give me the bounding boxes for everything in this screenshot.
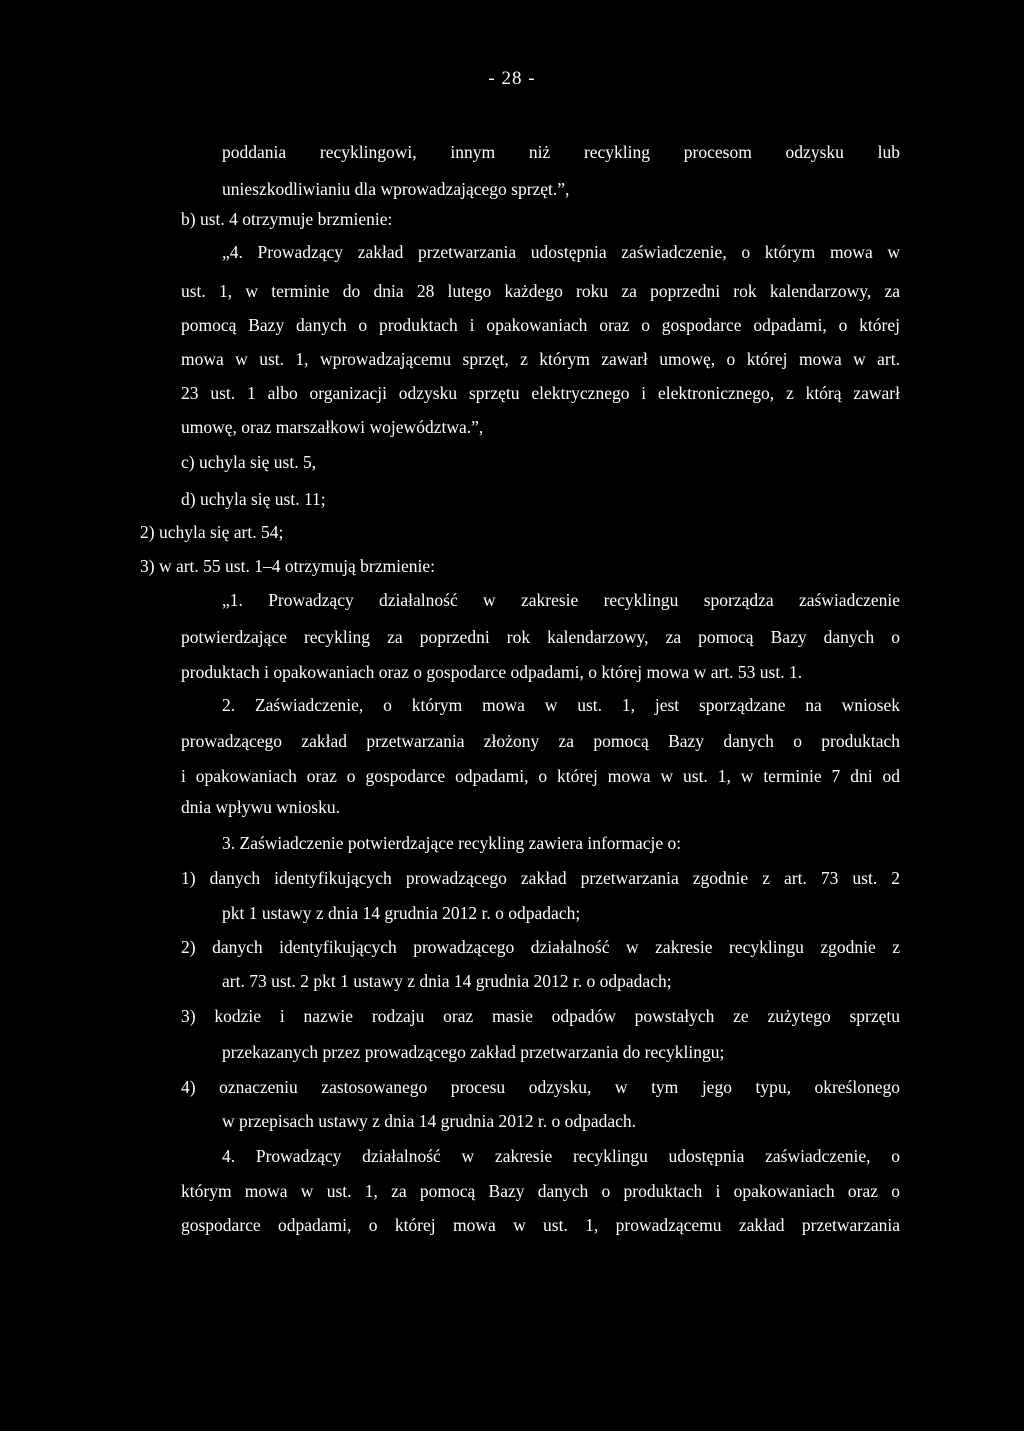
text-line: i opakowaniach oraz o gospodarce odpadami, o której mowa w ust. 1, w terminie 7 dni od [181,766,900,786]
text-line: c) uchyla się ust. 5, [181,452,317,472]
text-line: w przepisach ustawy z dnia 14 grudnia 2012 r. o odpadach. [222,1111,637,1131]
text-line: „1. Prowadzący działalność w zakresie recyklingu sporządza zaświadczenie [222,590,900,610]
text-line: produktach i opakowaniach oraz o gospodarce odpadami, o której mowa w art. 53 ust. 1. [181,662,803,682]
text-line: umowę, oraz marszałkowi województwa.”, [181,417,484,437]
text-line: ust. 1, w terminie do dnia 28 lutego każdego roku za poprzedni rok kalendarzowy, za [181,281,900,301]
text-line: 3) w art. 55 ust. 1–4 otrzymują brzmienie: [140,556,435,576]
text-line: gospodarce odpadami, o której mowa w ust. 1, prowadzącemu zakład przetwarzania [181,1215,900,1235]
text-line: pkt 1 ustawy z dnia 14 grudnia 2012 r. o odpadach; [222,903,581,923]
text-line: 2. Zaświadczenie, o którym mowa w ust. 1, jest sporządzane na wniosek [222,695,900,715]
text-line: prowadzącego zakład przetwarzania złożony za pomocą Bazy danych o produktach [181,731,900,751]
text-line: 2) uchyla się art. 54; [140,522,284,542]
text-line: 4. Prowadzący działalność w zakresie recyklingu udostępnia zaświadczenie, o [222,1146,900,1166]
text-line: unieszkodliwianiu dla wprowadzającego sprzęt.”, [222,179,570,199]
text-line: d) uchyla się ust. 11; [181,489,326,509]
text-line: b) ust. 4 otrzymuje brzmienie: [181,209,393,229]
text-line: przekazanych przez prowadzącego zakład przetwarzania do recyklingu; [222,1042,725,1062]
text-line: 1) danych identyfikujących prowadzącego zakład przetwarzania zgodnie z art. 73 ust. 2 [181,868,900,888]
text-line: 2) danych identyfikujących prowadzącego działalność w zakresie recyklingu zgodnie z [181,937,900,957]
text-line: art. 73 ust. 2 pkt 1 ustawy z dnia 14 grudnia 2012 r. o odpadach; [222,971,672,991]
text-line: pomocą Bazy danych o produktach i opakowaniach oraz o gospodarce odpadami, o której [181,315,900,335]
text-line: 4) oznaczeniu zastosowanego procesu odzysku, w tym jego typu, określonego [181,1077,900,1097]
text-line: 3) kodzie i nazwie rodzaju oraz masie odpadów powstałych ze zużytego sprzętu [181,1006,900,1026]
text-line: „4. Prowadzący zakład przetwarzania udostępnia zaświadczenie, o którym mowa w [222,242,900,262]
text-line: potwierdzające recykling za poprzedni rok kalendarzowy, za pomocą Bazy danych o [181,627,900,647]
text-line: dnia wpływu wniosku. [181,797,340,817]
text-line: 3. Zaświadczenie potwierdzające recykling zawiera informacje o: [222,833,682,853]
page-number: - 28 - [488,68,536,89]
text-line: 23 ust. 1 albo organizacji odzysku sprzętu elektrycznego i elektronicznego, z którą zawarł [181,383,900,403]
text-line: którym mowa w ust. 1, za pomocą Bazy danych o produktach i opakowaniach oraz o [181,1181,900,1201]
text-line: mowa w ust. 1, wprowadzającemu sprzęt, z którym zawarł umowę, o której mowa w art. [181,349,900,369]
text-line: poddania recyklingowi, innym niż recykling procesom odzysku lub [222,142,900,162]
